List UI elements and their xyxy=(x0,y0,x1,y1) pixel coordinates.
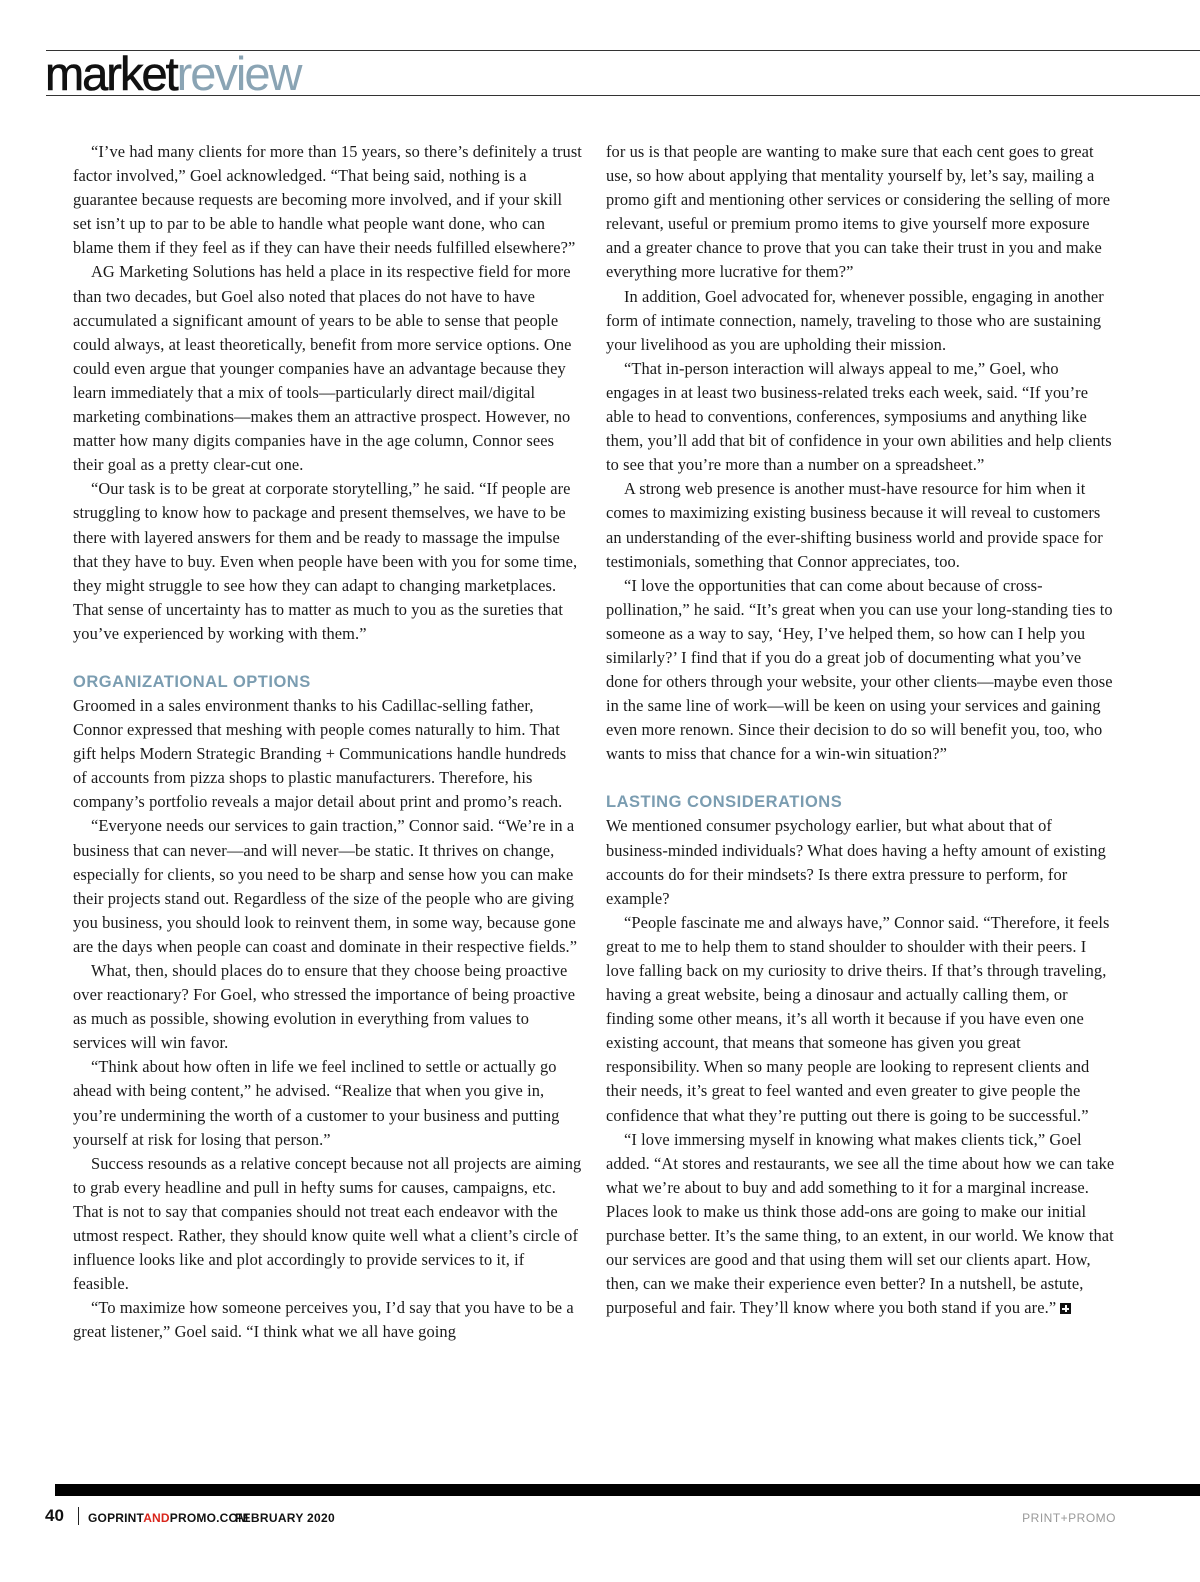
paragraph: AG Marketing Solutions has held a place in its respective field for more than two decades, but Goel also noted that places do not have to have accumulated a significant amount of years to be able to sense that people could always, at least theoretically, benefit from more service options. One could even argue that younger companies have an advantage because they learn immediately that a mix of tools—particularly direct mail/digital marketing combinations—makes them an attractive prospect. However, no matter how many digits companies have in the age column, Connor sees their goal as a pretty clear-cut one. xyxy=(73,262,572,475)
page-number: 40 xyxy=(45,1506,64,1525)
magazine-name: PRINT+PROMO xyxy=(1022,1511,1116,1525)
paragraph-final xyxy=(606,1128,1116,1321)
paragraph: “I love the opportunities that can come about because of cross-pollination,” he said. “It’s great when you can use your long-standing ties to someone as a way to say, ‘Hey, I’ve helped them, so how can I help you similarly?’ I find that if you do a great job of documenting what you’ve done for others through your website, your other clients—maybe even those in the same line of work—will be keen on using your services and gaining even more renown. Since their decision to do so will benefit you, too, who wants to miss that chance for a win-win situation?” xyxy=(606,575,1113,764)
paragraph: “I’ve had many clients for more than 15 years, so there’s definitely a trust factor involved,” Goel acknowledged. “That being said, nothing is a guarantee because requests are becoming more involved, and if your skill set isn’t up to par to be able to handle what people want done, who can blame them if they feel as if they can have their needs fulfilled elsewhere?” xyxy=(73,142,582,258)
paragraph: What, then, should places do to ensure that they choose being proactive over reactionary? For Goel, who stressed the importance of being proactive as much as possible, showing evolution in everything from values to services will win favor. xyxy=(73,961,576,1053)
website-url xyxy=(88,1511,248,1525)
masthead-light: review xyxy=(176,47,301,100)
article-column-right xyxy=(606,140,1116,1320)
article-column-left xyxy=(73,140,583,1345)
website-url-accent: AND xyxy=(143,1511,170,1525)
paragraph: In addition, Goel advocated for, whenever possible, engaging in another form of intimate connection, namely, traveling to those who are sustaining your livelihood as you are upholding their mission. xyxy=(606,286,1104,354)
paragraph: Success resounds as a relative concept because not all projects are aiming to grab every headline and pull in hefty sums for causes, campaigns, etc. That is not to say that companies should not treat each endeavor with the utmost respect. Rather, they should know quite well what a client’s circle of influence looks like and plot accordingly to provide services to it, if feasible. xyxy=(73,1153,582,1294)
section-heading-lasting-considerations: LASTING CONSIDERATIONS xyxy=(606,793,843,812)
page-footer xyxy=(45,1506,1120,1529)
masthead-strong: market xyxy=(45,47,177,100)
paragraph: Groomed in a sales environment thanks to his Cadillac-selling father, Connor expressed that meshing with people comes naturally to him. That gift helps Modern Strategic Branding + Communications handle hundreds of accounts from pizza shops to plastic manufacturers. Therefore, his company’s portfolio reveals a major detail about print and promo’s reach. xyxy=(73,695,567,812)
plus-box-icon xyxy=(1060,1303,1071,1314)
footer-divider xyxy=(78,1507,79,1525)
paragraph: “People fascinate me and always have,” Connor said. “Therefore, it feels great to me to help them to stand shoulder to shoulder with their peers. I love falling back on my curiosity to drive theirs. If that’s through traveling, having a great website, being a dinosaur and actually calling them, or finding some other means, it’s all worth it because if you have even one existing account, that means that someone has given you great responsibility. When so many people are looking to represent clients and their needs, it’s great to feel wanted and even greater to give people the confidence that what they’re putting out there is going to be successful.” xyxy=(606,912,1110,1125)
paragraph: “Our task is to be great at corporate storytelling,” he said. “If people are struggling to know how to package and present themselves, we have to be there with layered answers for them and be ready to massage the impulse that they have to buy. Even when people have been with you for some time, they might struggle to see how they can adapt to changing marketplaces. That sense of uncertainty has to matter as much to you as the sureties that you’ve experienced by working with them.” xyxy=(73,479,578,643)
paragraph: “Everyone needs our services to gain traction,” Connor said. “We’re in a business that can never—and will never—be static. It thrives on change, especially for clients, so you need to be sharp and sense how you can make their projects stand out. Regardless of the size of the people who are giving you business, you should look to reinvent them, in some way, because gone are the days when people can coast and dominate in their respective fields.” xyxy=(73,816,578,956)
paragraph: A strong web presence is another must-have resource for him when it comes to maximizing existing business because it will reveal to customers an understanding of the ever-shifting business world and provide space for testimonials, something that Connor appreciates, too. xyxy=(606,479,1103,571)
footer-bar xyxy=(55,1484,1200,1496)
website-url-part2: PROMO.COM xyxy=(169,1511,249,1525)
paragraph: We mentioned consumer psychology earlier, but what about that of business-minded individuals? What does having a hefty amount of existing accounts do for their mindsets? Is there extra pressure to perform, for example? xyxy=(606,816,1106,908)
issue-date: FEBRUARY 2020 xyxy=(235,1511,335,1525)
header-bottom-rule xyxy=(46,95,1200,96)
paragraph: “To maximize how someone perceives you, I’d say that you have to be a great listener,” Goel said. “I think what we all have going xyxy=(73,1298,574,1342)
paragraph: “Think about how often in life we feel inclined to settle or actually go ahead with being content,” he advised. “Realize that when you give in, you’re undermining the worth of a customer to your business and putting yourself at risk for losing that person.” xyxy=(73,1057,560,1149)
section-heading-organizational-options: ORGANIZATIONAL OPTIONS xyxy=(73,672,311,691)
paragraph: for us is that people are wanting to make sure that each cent goes to great use, so how about applying that mentality yourself by, let’s say, mailing a promo gift and mentioning other services or considering the selling of more relevant, useful or premium promo items to give yourself more exposure and a greater chance to prove that you can take their trust in you and make everything more lucrative for them?” xyxy=(606,142,1111,282)
paragraph-final-text: “I love immersing myself in knowing what makes clients tick,” Goel added. “At stores and restaurants, we see all the time about how we can take what we’re about to buy and add something to it for a marginal increase. Places look to make us think those add-ons are going to make our initial purchase better. It’s the same thing, to an extent, in our world. We know that our services are good and that using them will set our clients apart. How, then, can we make their experience even better? In a nutshell, be astute, purposeful and fair. They’ll know where you both stand if you are.” xyxy=(606,1129,1115,1318)
website-url-part1: GOPRINT xyxy=(88,1511,144,1525)
paragraph: “That in-person interaction will always appeal to me,” Goel, who engages in at least two business-related treks each week, said. “If you’re able to head to conventions, conferences, symposiums and anything like them, you’ll add that bit of confidence in your own abilities and help clients to see that you’re more than a number on a spreadsheet.” xyxy=(606,358,1112,475)
